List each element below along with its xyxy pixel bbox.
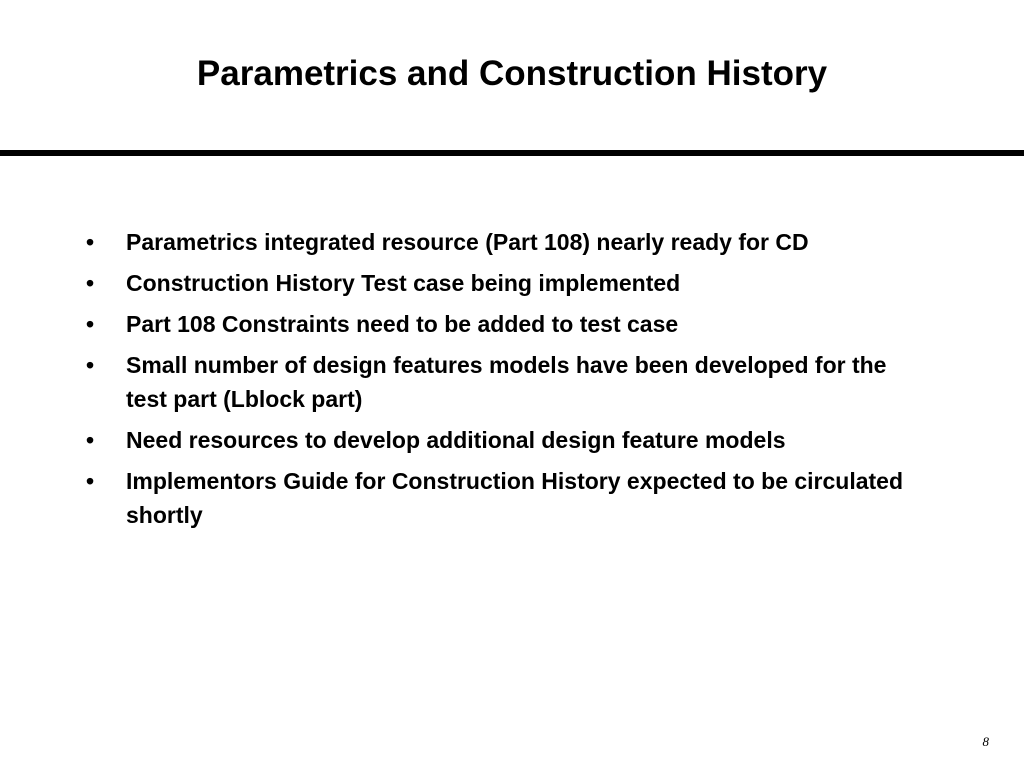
bullet-text: Part 108 Constraints need to be added to test case <box>126 311 679 337</box>
bullet-list <box>0 225 1024 539</box>
page-number: 8 <box>982 734 989 749</box>
bullet-icon: • <box>86 270 95 296</box>
bullet-item <box>0 464 1024 532</box>
bullet-icon: • <box>86 229 95 255</box>
bullet-text: Parametrics integrated resource (Part 108) nearly ready for CD <box>126 229 809 255</box>
bullet-icon: • <box>86 468 95 494</box>
bullet-item <box>0 348 1024 416</box>
bullet-item <box>0 266 1024 300</box>
slide-title: Parametrics and Construction History <box>196 54 828 93</box>
bullet-text: Implementors Guide for Construction History expected to be circulated shortly <box>126 468 904 528</box>
bullet-text: Need resources to develop additional design feature models <box>126 427 786 453</box>
bullet-text: Construction History Test case being implemented <box>126 270 681 296</box>
bullet-item <box>0 307 1024 341</box>
bullet-item <box>0 423 1024 457</box>
bullet-icon: • <box>86 311 95 337</box>
bullet-text: Small number of design features models have been developed for the test part (Lblock part) <box>126 352 887 412</box>
bullet-icon: • <box>86 352 95 378</box>
bullet-icon: • <box>86 427 95 453</box>
bullet-item <box>0 225 1024 259</box>
title-divider <box>0 150 1024 156</box>
